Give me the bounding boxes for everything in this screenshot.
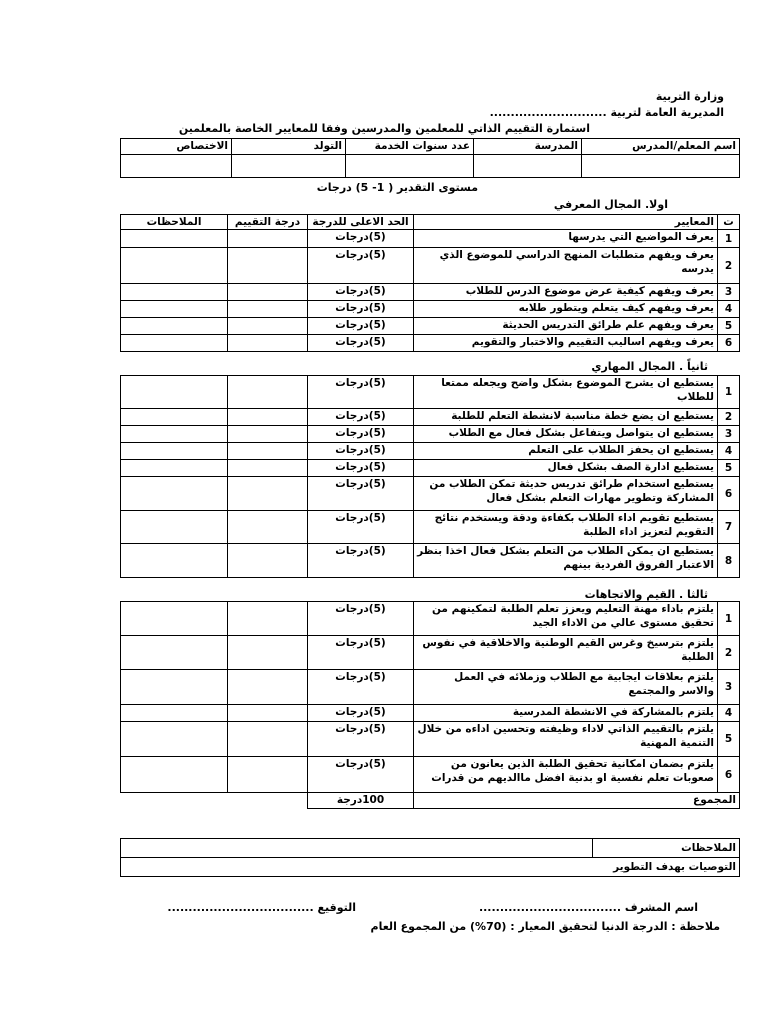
row-criteria-text: يلتزم بالتقييم الذاتي لاداء وظيفته وتحسين اداءه من خلال التنمية المهنية — [414, 722, 718, 757]
row-index: 3 — [718, 426, 740, 443]
row-index: 6 — [718, 757, 740, 793]
supervisor-name: اسم المشرف .................................. — [478, 901, 698, 914]
row-score-field[interactable] — [228, 230, 308, 248]
row-score-field[interactable] — [228, 443, 308, 460]
section3-table — [120, 601, 740, 809]
row-score-field[interactable] — [228, 426, 308, 443]
criteria-row — [121, 544, 740, 578]
row-max-score: (5)درجات — [308, 544, 414, 578]
total-value: 100درجة — [308, 793, 414, 809]
criteria-row — [121, 722, 740, 757]
criteria-row — [121, 301, 740, 318]
row-max-score: (5)درجات — [308, 248, 414, 284]
header-index: ت — [718, 215, 740, 230]
row-max-score: (5)درجات — [308, 301, 414, 318]
row-criteria-text: يعرف ويفهم متطلبات المنهج الدراسي للموضوع الذي يدرسه — [414, 248, 718, 284]
criteria-row — [121, 409, 740, 426]
service-years-field[interactable] — [346, 155, 474, 178]
criteria-row — [121, 376, 740, 409]
section1-title: اولا. المجال المعرفي — [553, 198, 668, 211]
row-notes-field[interactable] — [121, 722, 228, 757]
section2-table — [120, 375, 740, 578]
row-max-score: (5)درجات — [308, 284, 414, 301]
col-specialty: الاختصاص — [121, 139, 232, 155]
row-notes-field[interactable] — [121, 426, 228, 443]
row-criteria-text: يستطيع ان يتواصل ويتفاعل بشكل فعال مع الطلاب — [414, 426, 718, 443]
criteria-row — [121, 230, 740, 248]
row-index: 4 — [718, 301, 740, 318]
row-score-field[interactable] — [228, 670, 308, 705]
row-max-score: (5)درجات — [308, 335, 414, 352]
row-notes-field[interactable] — [121, 460, 228, 477]
total-row — [121, 793, 740, 809]
row-score-field[interactable] — [228, 409, 308, 426]
criteria-row — [121, 602, 740, 636]
col-school: المدرسة — [474, 139, 582, 155]
row-score-field[interactable] — [228, 722, 308, 757]
row-max-score: (5)درجات — [308, 443, 414, 460]
row-score-field[interactable] — [228, 284, 308, 301]
row-notes-field[interactable] — [121, 636, 228, 670]
row-score-field[interactable] — [228, 511, 308, 544]
row-criteria-text: يلتزم بضمان امكانية تحقيق الطلبة الذين يعانون من صعوبات تعلم نفسية او بدنية افضل ماالديهم من قدرات — [414, 757, 718, 793]
row-score-field[interactable] — [228, 477, 308, 511]
criteria-row — [121, 443, 740, 460]
row-score-field[interactable] — [228, 301, 308, 318]
row-index: 1 — [718, 602, 740, 636]
row-criteria-text: يستطيع ان يضع خطة مناسبة لانشطة التعلم للطلبة — [414, 409, 718, 426]
row-notes-field[interactable] — [121, 443, 228, 460]
row-max-score: (5)درجات — [308, 460, 414, 477]
row-notes-field[interactable] — [121, 376, 228, 409]
row-criteria-text: يلتزم باداء مهنة التعليم ويعزز تعلم الطلبة لتمكينهم من تحقيق مستوى عالي من الاداء الجيد — [414, 602, 718, 636]
scale-note: مستوى التقدير ( 1- 5) درجات — [316, 181, 478, 194]
row-max-score: (5)درجات — [308, 722, 414, 757]
teacher-info-table — [120, 138, 740, 178]
criteria-row — [121, 705, 740, 722]
form-title: استمارة التقييم الذاتي للمعلمين والمدرسين وفقا للمعايير الخاصة بالمعلمين — [178, 122, 590, 135]
section3-title: ثالثا . القيم والاتجاهات — [584, 588, 708, 601]
row-criteria-text: يستطيع ادارة الصف بشكل فعال — [414, 460, 718, 477]
col-birth: التولد — [232, 139, 346, 155]
row-notes-field[interactable] — [121, 301, 228, 318]
row-index: 2 — [718, 248, 740, 284]
row-index: 3 — [718, 284, 740, 301]
col-teacher-name: اسم المعلم/المدرس — [582, 139, 740, 155]
row-notes-field[interactable] — [121, 318, 228, 335]
row-index: 2 — [718, 636, 740, 670]
birth-field[interactable] — [232, 155, 346, 178]
footer-note: ملاحظة : الدرجة الدنيا لتحقيق المعيار : (70%) من المجموع العام — [370, 920, 720, 933]
row-max-score: (5)درجات — [308, 670, 414, 705]
row-notes-field[interactable] — [121, 409, 228, 426]
row-notes-field[interactable] — [121, 477, 228, 511]
row-criteria-text: يلتزم بعلاقات ايجابية مع الطلاب وزملائه في العمل والاسر والمجتمع — [414, 670, 718, 705]
criteria-row — [121, 477, 740, 511]
row-index: 5 — [718, 460, 740, 477]
row-max-score: (5)درجات — [308, 477, 414, 511]
row-max-score: (5)درجات — [308, 705, 414, 722]
notes-field[interactable] — [121, 839, 593, 858]
row-notes-field[interactable] — [121, 705, 228, 722]
row-criteria-text: يستطيع استخدام طرائق تدريس حديثة تمكن الطلاب من المشاركة وتطوير مهارات التعلم بشكل فعال — [414, 477, 718, 511]
ministry-label: وزارة التربية — [655, 90, 724, 103]
row-criteria-text: يستطيع ان يمكن الطلاب من التعلم بشكل فعال اخذا بنظر الاعتبار الفروق الفردية بينهم — [414, 544, 718, 578]
row-max-score: (5)درجات — [308, 376, 414, 409]
criteria-row — [121, 318, 740, 335]
header-score: درجة التقييم — [228, 215, 308, 230]
section2-title: ثانياً . المجال المهاري — [591, 360, 708, 373]
notes-table — [120, 838, 740, 877]
row-score-field[interactable] — [228, 757, 308, 793]
directorate-label: المديرية العامة لتربية ............................ — [489, 106, 724, 119]
row-index: 1 — [718, 376, 740, 409]
school-field[interactable] — [474, 155, 582, 178]
row-index: 4 — [718, 705, 740, 722]
row-criteria-text: يعرف ويفهم علم طرائق التدريس الحديثة — [414, 318, 718, 335]
section1-table — [120, 214, 740, 352]
row-notes-field[interactable] — [121, 602, 228, 636]
criteria-row — [121, 511, 740, 544]
row-score-field[interactable] — [228, 376, 308, 409]
row-index: 2 — [718, 409, 740, 426]
row-criteria-text: يعرف ويفهم كيف يتعلم ويتطور طلابه — [414, 301, 718, 318]
row-index: 6 — [718, 335, 740, 352]
recommendations-label: التوصيات بهدف التطوير — [121, 858, 740, 877]
criteria-row — [121, 335, 740, 352]
criteria-row — [121, 426, 740, 443]
teacher-name-field[interactable] — [582, 155, 740, 178]
row-notes-field[interactable] — [121, 544, 228, 578]
row-score-field[interactable] — [228, 705, 308, 722]
row-notes-field[interactable] — [121, 248, 228, 284]
notes-label: الملاحظات — [593, 839, 740, 858]
row-index: 6 — [718, 477, 740, 511]
row-index: 5 — [718, 318, 740, 335]
row-score-field[interactable] — [228, 248, 308, 284]
criteria-row — [121, 460, 740, 477]
row-score-field[interactable] — [228, 318, 308, 335]
row-score-field[interactable] — [228, 460, 308, 477]
row-max-score: (5)درجات — [308, 230, 414, 248]
row-score-field[interactable] — [228, 544, 308, 578]
row-index: 8 — [718, 544, 740, 578]
row-score-field[interactable] — [228, 335, 308, 352]
row-index: 3 — [718, 670, 740, 705]
row-max-score: (5)درجات — [308, 636, 414, 670]
criteria-row — [121, 248, 740, 284]
signature: التوقيع ................................... — [167, 901, 356, 914]
row-index: 5 — [718, 722, 740, 757]
row-notes-field[interactable] — [121, 757, 228, 793]
row-score-field[interactable] — [228, 636, 308, 670]
row-max-score: (5)درجات — [308, 318, 414, 335]
row-notes-field[interactable] — [121, 230, 228, 248]
row-criteria-text: يستطيع تقويم اداء الطلاب بكفاءة ودقة ويستخدم نتائج التقويم لتعزيز اداء الطلبة — [414, 511, 718, 544]
row-index: 4 — [718, 443, 740, 460]
criteria-row — [121, 636, 740, 670]
col-service-years: عدد سنوات الخدمة — [346, 139, 474, 155]
row-criteria-text: يعرف المواضيع التي يدرسها — [414, 230, 718, 248]
header-criteria: المعايير — [414, 215, 718, 230]
row-criteria-text: يعرف ويفهم كيفية عرض موضوع الدرس للطلاب — [414, 284, 718, 301]
row-score-field[interactable] — [228, 602, 308, 636]
row-max-score: (5)درجات — [308, 757, 414, 793]
total-label: المجموع — [414, 793, 740, 809]
criteria-row — [121, 757, 740, 793]
row-criteria-text: يعرف ويفهم اساليب التقييم والاختبار والتقويم — [414, 335, 718, 352]
header-max-score: الحد الاعلى للدرجة — [308, 215, 414, 230]
row-max-score: (5)درجات — [308, 511, 414, 544]
row-notes-field[interactable] — [121, 670, 228, 705]
row-notes-field[interactable] — [121, 335, 228, 352]
row-criteria-text: يلتزم بترسيخ وغرس القيم الوطنية والاخلاقية في نفوس الطلبة — [414, 636, 718, 670]
header-notes: الملاحظات — [121, 215, 228, 230]
specialty-field[interactable] — [121, 155, 232, 178]
row-max-score: (5)درجات — [308, 426, 414, 443]
row-notes-field[interactable] — [121, 511, 228, 544]
criteria-row — [121, 284, 740, 301]
row-criteria-text: يستطيع ان يحفز الطلاب على التعلم — [414, 443, 718, 460]
row-index: 1 — [718, 230, 740, 248]
total-empty — [121, 793, 308, 809]
row-notes-field[interactable] — [121, 284, 228, 301]
row-max-score: (5)درجات — [308, 409, 414, 426]
criteria-row — [121, 670, 740, 705]
row-criteria-text: يستطيع ان يشرح الموضوع بشكل واضح ويجعله ممتعا للطلاب — [414, 376, 718, 409]
row-max-score: (5)درجات — [308, 602, 414, 636]
row-index: 7 — [718, 511, 740, 544]
row-criteria-text: يلتزم بالمشاركة في الانشطة المدرسية — [414, 705, 718, 722]
